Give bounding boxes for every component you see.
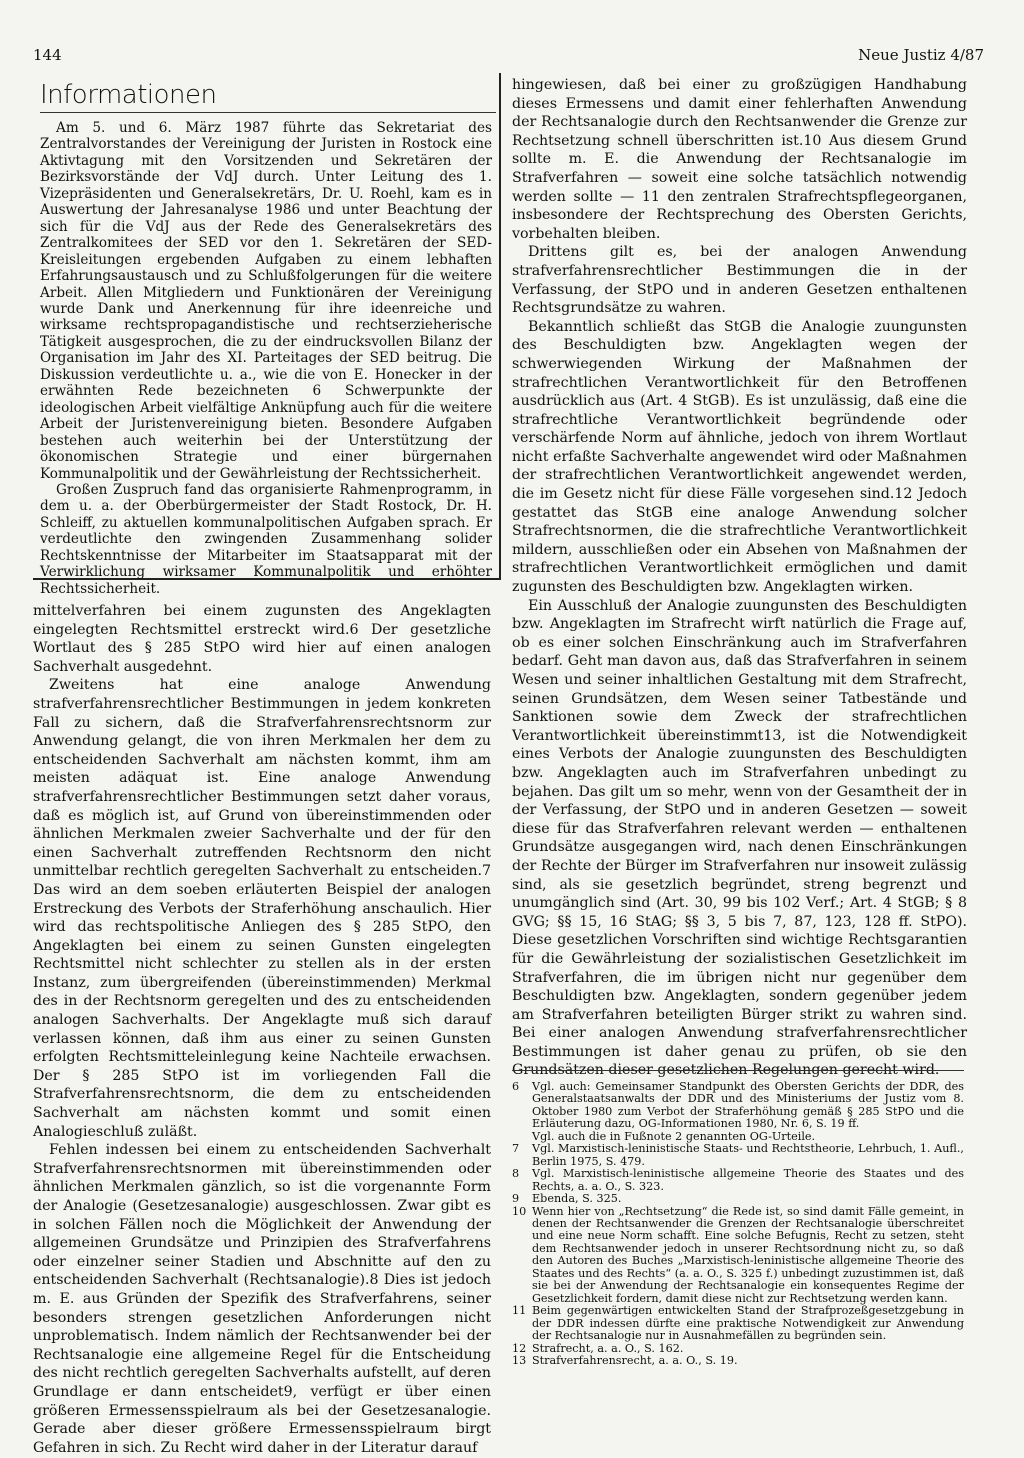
footnote: 9 Ebenda, S. 325. <box>512 1192 622 1206</box>
body-paragraph: Zweitens hat eine analoge Anwendung strafverfahrensrechtlicher Bestimmungen in jedem konkreten Fall zu sichern, daß die Strafverfahrensrechtsnorm zur Anwendung gelangt, die von ihren Merkmalen her dem zu entscheidenden Sachverhalt am nächsten kommt, ihm am meisten adäquat ist. Eine analoge Anwendung strafverfahrensrechtlicher Bestimmungen setzt daher voraus, daß es möglich ist, auf Grund von übereinstimmenden oder ähnlichen Merkmalen zweier Sachverhalte und der für den einen Sachverhalt zutreffenden Rechtsnorm den nicht unmittelbar rechtlich geregelten Sachverhalt zu entscheiden.7 Das wird an dem soeben erläuterten Beispiel der analogen Erstreckung des Verbots der Straferhöhung anschaulich. Hier wird das rechtspolitische Anliegen des § 285 StPO, den Angeklagten bei einem zu seinen Gunsten eingelegten Rechtsmittel nicht schlechter zu stellen als in der ersten Instanz, zum übergreifenden (übereinstimmenden) Merkmal des in der Rechtsnorm geregelten und des zu entscheidenden analogen Sachverhalts. Der Angeklagte muß sich darauf verlassen können, daß ihm aus einer zu seinen Gunsten erfolgten Rechtsmitteleinlegung keine Nachteile erwachsen. Der § 285 StPO ist im vorliegenden Fall die Strafverfahrensrechtsnorm, die dem zu entscheidenden Sachverhalt am nächsten kommt und somit einen Analogieschluß zuläßt. <box>33 677 491 1140</box>
body-paragraph: Fehlen indessen bei einem zu entscheidenden Sachverhalt Strafverfahrensrechtsnormen mit übereinstimmenden oder ähnlichen Merkmalen gänzlich, so ist die vorgenannte Form der Analogie (Gesetzesanalogie) ausgeschlossen. Zwar gibt es in solchen Fällen noch die Möglichkeit der Anwendung der allgemeinen Grundsätze und Prinzipien des Strafverfahrens oder einzelner seiner Stadien und Abschnitte auf den zu entscheidenden Sachverhalt (Rechtsanalogie).8 Dies ist jedoch m. E. aus Gründen der Spezifik des Strafverfahrens, seiner besonders strengen gesetzlichen Anforderungen nicht unproblematisch. Indem nämlich der Rechtsanwender bei der Rechtsanalogie eine allgemeine Regel für die Entscheidung des nicht rechtlich geregelten Sachverhalts aufstellt, auf deren Grundlage er dann entscheidet9, verfügt er über einen größeren Ermessensspielraum als bei der Gesetzesanalogie. Gerade aber dieser größere Ermessensspielraum birgt Gefahren in sich. Zu Recht wird daher in der Literatur darauf <box>33 1142 491 1456</box>
journal-issue: Neue Justiz 4/87 <box>858 46 984 64</box>
body-paragraph: hingewiesen, daß bei einer zu großzügigen Handhabung dieses Ermessens und damit einer fehlerhaften Anwendung der Rechtsanalogie durch den Rechtsanwender die Grenze zur Rechtsetzung schnell überschritten ist.10 Aus diesem Grund sollte m. E. die Anwendung der Rechtsanalogie im Strafverfahren — soweit eine solche tatsächlich notwendig werden sollte — 11 den zentralen Strafrechtspflegeorganen, insbesondere der Rechtsprechung des Obersten Gerichts, vorbehalten bleiben. <box>512 77 967 242</box>
footnote: 7 Vgl. Marxistisch-leninistische Staats- und Rechtstheorie, Lehrbuch, 1. Aufl., Berlin 1975, S. 479. <box>512 1142 964 1168</box>
info-box-title-rule <box>40 112 496 113</box>
info-box-paragraph: Großen Zuspruch fand das organisierte Rahmenprogramm, in dem u. a. der Oberbürgermeister der Stadt Rostock, Dr. H. Schleiff, zu aktuellen kommunalpolitischen Aufgaben sprach. Er verdeutlichte den zwingenden Zusammenhang solider Rechtskenntnisse der Mitarbeiter im Staatsapparat mit der Verwirklichung wirksamer Kommunalpolitik und erhöhter Rechtssicherheit. <box>40 481 492 597</box>
info-box-paragraph: Am 5. und 6. März 1987 führte das Sekretariat des Zentralvorstandes der Vereinigung der Juristen in Rostock eine Aktivtagung mit den Vorsitzenden und Sekretären der Bezirksvorstände der VdJ durch. Unter Leitung des 1. Vizepräsidenten und Generalsekretärs, Dr. U. Roehl, kam es in Auswertung der Jahresanalyse 1986 und unter Beachtung der sich für die VdJ aus der Rede des Generalsekretärs des Zentralkomitees der SED vor den 1. Sekretären der SED-Kreisleitungen ergebenden Aufgaben zu einem lebhaften Erfahrungsaustausch und zu Schlußfolgerungen für die weitere Arbeit. Allen Mitgliedern und Funktionären der Vereinigung wurde Dank und Anerkennung für ihre ideenreiche und wirksame rechtspropagandistische und rechtserzieherische Tätigkeit ausgesprochen, die zu der eindrucksvollen Bilanz der Organisation im Jahr des XI. Parteitages der SED beitrug. Die Diskussion verdeutlichte u. a., wie die von E. Honecker in der erwähnten Rede bezeichneten 6 Schwerpunkte der ideologischen Arbeit vielfältige Anknüpfung auch für die weitere Arbeit der Juristenvereinigung bieten. Besondere Aufgaben bestehen auch weiterhin bei der Unterstützung der ökonomischen Strategie und einer bürgernahen Kommunalpolitik und der Gewährleistung der Rechtssicherheit. <box>40 120 492 482</box>
body-paragraph: Ein Ausschluß der Analogie zuungunsten des Beschuldigten bzw. Angeklagten im Strafrecht wirft natürlich die Frage auf, ob es einer solchen Einschränkung auch im Strafverfahren bedarf. Geht man davon aus, daß das Strafverfahren in seinem Wesen und seiner inhaltlichen Gestaltung mit dem Strafrecht, seinen Grundsätzen, dem Wesen seiner Tatbestände und Sanktionen sowie dem Zweck der strafrechtlichen Verantwortlichkeit übereinstimmt13, ist die Notwendigkeit eines Verbots der Analogie zuungunsten des Beschuldigten bzw. Angeklagten auch im Strafverfahren unbedingt zu bejahen. Das gilt um so mehr, wenn von der Gesamtheit der in der Verfassung, der StPO und in anderen Gesetzen — soweit diese für das Strafverfahren relevant werden — enthaltenen Grundsätze ausgegangen wird, nach denen Einschränkungen der Rechte der Bürger im Strafverfahren nur insoweit zulässig sind, als sie gesetzlich begründet, streng begrenzt und unumgänglich sind (Art. 30, 99 bis 102 Verf.; Art. 4 StGB; § 8 GVG; §§ 15, 16 StAG; §§ 3, 5 bis 7, 87, 123, 128 ff. StPO). Diese gesetzlichen Vorschriften sind wichtige Rechtsgarantien für die Gewährleistung der sozialistischen Gesetzlichkeit im Strafverfahren, die im übrigen nicht nur gegenüber dem Beschuldigten bzw. Angeklagten, sondern gegenüber jedem am Strafverfahren beteiligten Bürger strikt zu wahren sind. Bei einer analogen Anwendung strafverfahrensrechtlicher Bestimmungen ist daher genau zu prüfen, ob sie den Grundsätzen dieser gesetzlichen Regelungen gerecht wird. <box>512 597 967 1079</box>
footnote: 13 Strafverfahrensrecht, a. a. O., S. 19. <box>512 1353 738 1367</box>
body-paragraph: Drittens gilt es, bei der analogen Anwendung strafverfahrensrechtlicher Bestimmungen die in der Verfassung, der StPO und in anderen Gesetzen enthaltenen Rechtsgrundsätze zu wahren. <box>512 244 967 317</box>
page-number: 144 <box>33 46 62 64</box>
footnote: 10 Wenn hier von „Rechtsetzung“ die Rede ist, so sind damit Fälle gemeint, in denen der Rechtsanwender die Grenzen der Rechtsanalogie überschreitet und eine neue Norm schafft. Eine solche Befugnis, Recht zu setzen, steht dem Rechtsanwender jedoch in unserer Rechtsordnung nicht zu, so daß den Autoren des Buches „Marxistisch-leninistische allgemeine Theorie des Staates und des Rechts“ (a. a. O., S. 325 f.) unbedingt zuzustimmen ist, daß sie bei der Anwendung der Rechtsanalogie ein konsequentes Regime der Gesetzlichkeit fordern, damit diese nicht zur Rechtsetzung werden kann. <box>512 1204 964 1305</box>
footnote: 6 Vgl. auch: Gemeinsamer Standpunkt des Obersten Gerichts der DDR, des Generalstaatsanwalts der DDR und des Ministeriums der Justiz vom 8. Oktober 1980 zum Verbot der Straferhöhung gemäß § 285 StPO und die Erläuterung dazu, OG-Informationen 1980, Nr. 6, S. 19 ff. <box>512 1080 964 1131</box>
info-box-title: Informationen <box>40 80 217 110</box>
info-box-text <box>40 120 492 597</box>
body-paragraph: mittelverfahren bei einem zugunsten des Angeklagten eingelegten Rechtsmittel erstreckt wird.6 Der gesetzliche Wortlaut des § 285 StPO wird hier auf einen analogen Sachverhalt ausgedehnt. <box>33 603 491 675</box>
footnote: 8 Vgl. Marxistisch-leninistische allgemeine Theorie des Staates und des Rechts, a. a. O., S. 323. <box>512 1167 964 1193</box>
right-column <box>512 76 967 1080</box>
footnote: Vgl. auch die in Fußnote 2 genannten OG-Urteile. <box>532 1129 816 1143</box>
footnote: 11 Beim gegenwärtigen entwickelten Stand der Strafprozeßgesetzgebung in der DDR indessen dürfte eine praktische Notwendigkeit zur Anwendung der Rechtsanalogie nur in Ausnahmefällen zu begründen sein. <box>512 1304 964 1343</box>
left-column <box>33 602 491 1457</box>
footnote: 12 Strafrecht, a. a. O., S. 162. <box>512 1341 684 1355</box>
body-paragraph: Bekanntlich schließt das StGB die Analogie zuungunsten des Beschuldigten bzw. Angeklagten wegen der schwerwiegenden Wirkung der Maßnahmen der strafrechtlichen Verantwortlichkeit für den Betroffenen ausdrücklich aus (Art. 4 StGB). Es ist unzulässig, daß eine die strafrechtliche Verantwortlichkeit begründende oder verschärfende Norm auf ähnliche, jedoch von ihrem Wortlaut nicht erfaßte Sachverhalte angewendet wird oder Maßnahmen der strafrechtlichen Verantwortlichkeit angewendet werden, die im Gesetz nicht für diese Fälle vorgesehen sind.12 Jedoch gestattet das StGB eine analoge Anwendung solcher Strafrechtsnormen, die die strafrechtliche Verantwortlichkeit mildern, ausschließen oder ein Absehen von Maßnahmen der strafrechtlichen Verantwortlichkeit ermöglichen und damit zugunsten des Beschuldigten bzw. Angeklagten wirken. <box>512 318 967 596</box>
footnotes <box>512 1070 964 1367</box>
